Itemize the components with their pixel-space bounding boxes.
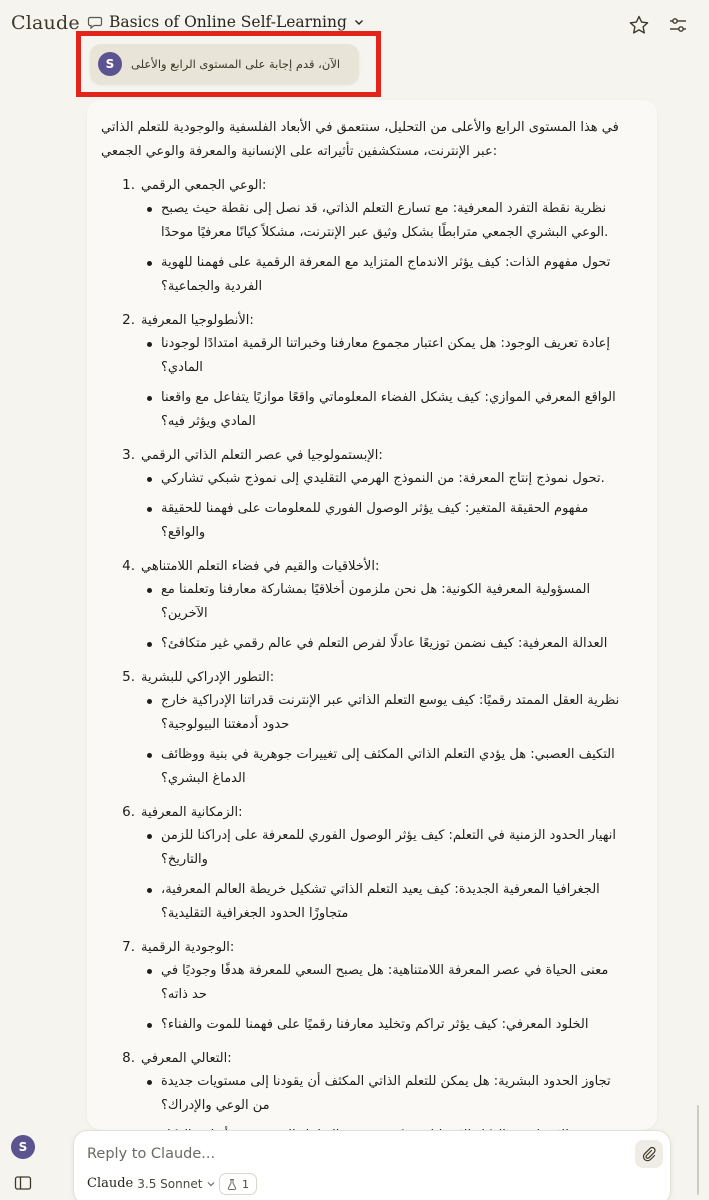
- chat-title-text: Basics of Online Self-Learning: [109, 13, 347, 31]
- settings-sliders-icon: [667, 14, 689, 36]
- star-button[interactable]: [628, 14, 650, 36]
- bullet-text-line: الواقع المعرفي الموازي: كيف يشكل الفضاء المعلوماتي واقعًا موازيًا يتفاعل مع واقعنا: [161, 390, 616, 405]
- bullet-dot: [147, 834, 152, 839]
- bullet-list: [101, 467, 641, 545]
- chevron-down-icon: [353, 16, 365, 28]
- bullet-item: [101, 878, 641, 926]
- bullet-item: [101, 497, 641, 545]
- bullet-dot: [147, 207, 152, 212]
- section-title: :الوعي الجمعي الرقمي: [141, 177, 267, 193]
- section-title: :التعالي المعرفي: [141, 1050, 232, 1066]
- bullet-list: [101, 332, 641, 434]
- user-message: [90, 44, 359, 84]
- section-number: 7.: [122, 939, 135, 955]
- bullet-dot: [147, 753, 152, 758]
- bullet-text-line: من الوعي والإدراك؟: [161, 1098, 270, 1113]
- style-count: 1: [242, 1177, 249, 1191]
- assistant-response: [87, 100, 657, 1130]
- section-heading: [101, 1046, 641, 1070]
- bullet-item: [101, 743, 641, 791]
- bullet-text-line: الجغرافيا المعرفية الجديدة: كيف يعيد التعلم الذاتي تشكيل خريطة العالم المعرفية،: [161, 882, 600, 897]
- section-heading: [101, 935, 641, 959]
- bullet-text-line: العدالة المعرفية: كيف نضمن توزيعًا عادلًا لفرص التعلم في عالم رقمي غير متكافئ؟: [161, 636, 608, 651]
- bullet-text: [161, 743, 641, 791]
- bullet-text-line: المادي ويؤثر فيه؟: [161, 414, 256, 429]
- bullet-dot: [147, 507, 152, 512]
- bullet-text-line: إعادة تعريف الوجود: هل يمكن اعتبار مجموع معارفنا وخبراتنا الرقمية امتدادًا لوجودنا: [161, 336, 611, 351]
- bullet-item: [101, 386, 641, 434]
- bullet-item: [101, 959, 641, 1007]
- bullet-item: [101, 197, 641, 245]
- section-heading: [101, 665, 641, 689]
- section-number: 4.: [122, 558, 135, 574]
- bullet-text-line: انهيار الحدود الزمنية في التعلم: كيف يؤثر الوصول الفوري للمعرفة على إدراكنا للزمن: [161, 828, 616, 843]
- bullet-item: [101, 251, 641, 299]
- intro-line-2: :عبر الإنترنت، مستكشفين تأثيراته على الإنسانية والمعرفة والوعي الجمعي: [101, 144, 498, 159]
- bullet-dot: [147, 477, 152, 482]
- bullet-text: [161, 467, 641, 491]
- response-section: [101, 443, 641, 545]
- response-section: [101, 554, 641, 656]
- bullet-text-line: المادي؟: [161, 360, 203, 375]
- bullet-text-line: التكيف العصبي: هل يؤدي التعلم الذاتي المكثف إلى تغييرات جوهرية في بنية ووظائف: [161, 747, 615, 762]
- section-title: :التطور الإدراكي للبشرية: [141, 669, 275, 685]
- model-name: Claude: [87, 1176, 134, 1191]
- sidebar-toggle-button[interactable]: [14, 1175, 32, 1191]
- section-number: 8.: [122, 1050, 135, 1066]
- response-section: [101, 308, 641, 434]
- section-number: 1.: [122, 177, 135, 193]
- bullet-text: [161, 386, 641, 434]
- scrollbar[interactable]: [697, 1105, 699, 1195]
- section-title: :الأخلاقيات والقيم في فضاء التعلم اللامتناهي: [141, 558, 380, 574]
- section-number: 3.: [122, 447, 135, 463]
- bullet-text-line: الآخرين؟: [161, 606, 208, 621]
- response-sections: [101, 173, 641, 1172]
- bullet-text-line: تجاوز الحدود البشرية: هل يمكن للتعلم الذاتي المكثف أن يقودنا إلى مستويات جديدة: [161, 1074, 611, 1089]
- bullet-list: [101, 824, 641, 926]
- sidebar-toggle-icon: [14, 1175, 32, 1191]
- bullet-text-line: الخلود المعرفي: كيف يؤثر تراكم وتخليد معارفنا رقميًا على فهمنا للموت والفناء؟: [161, 1017, 589, 1032]
- section-heading: [101, 443, 641, 467]
- bullet-dot: [147, 261, 152, 266]
- bullet-text: [161, 1070, 641, 1118]
- response-section: [101, 935, 641, 1037]
- bullet-text-line: .تحول نموذج إنتاج المعرفة: من النموذج الهرمي التقليدي إلى نموذج شبكي تشاركي: [161, 471, 605, 486]
- bullet-text-line: متجاوزًا الحدود الجغرافية التقليدية؟: [161, 906, 349, 921]
- bullet-text: [161, 824, 641, 872]
- bullet-list: [101, 689, 641, 791]
- style-icon: [227, 1178, 237, 1190]
- bullet-item: [101, 578, 641, 626]
- star-icon: [628, 14, 650, 36]
- bullet-item: [101, 632, 641, 656]
- style-selector[interactable]: [219, 1173, 257, 1195]
- bullet-dot: [147, 888, 152, 893]
- model-selector[interactable]: [87, 1176, 216, 1191]
- bullet-text: [161, 497, 641, 545]
- response-intro: [101, 116, 641, 164]
- bullet-text-line: .الوعي البشري الجمعي مترابطًا بشكل وثيق عبر الإنترنت، مشكلاً كيانًا معرفيًا موحدًا: [161, 225, 609, 240]
- section-title: :الوجودية الرقمية: [141, 939, 235, 955]
- user-message-text: الآن، قدم إجابة على المستوى الرابع والأعلى: [131, 57, 341, 71]
- intro-line-1: في هذا المستوى الرابع والأعلى من التحليل، سنتعمق في الأبعاد الفلسفية والوجودية للتعلم الذاتي: [101, 120, 619, 135]
- user-avatar: S: [98, 52, 122, 76]
- bullet-text-line: حدود أدمغتنا البيولوجية؟: [161, 717, 290, 732]
- bullet-item: [101, 1070, 641, 1118]
- bullet-item: [101, 467, 641, 491]
- response-section: [101, 800, 641, 926]
- bullet-list: [101, 959, 641, 1037]
- section-heading: [101, 308, 641, 332]
- bullet-text-line: نظرية العقل الممتد رقميًا: كيف يوسع التعلم الذاتي عبر الإنترنت قدراتنا الإدراكية خارج: [161, 693, 620, 708]
- bullet-text-line: الدماغ البشري؟: [161, 771, 246, 786]
- section-heading: [101, 800, 641, 824]
- bullet-text: [161, 632, 641, 656]
- bullet-item: [101, 689, 641, 737]
- response-section: [101, 665, 641, 791]
- model-version: 3.5 Sonnet: [137, 1176, 203, 1191]
- reply-input[interactable]: [87, 1143, 607, 1165]
- response-section: [101, 173, 641, 299]
- bullet-dot: [147, 699, 152, 704]
- bullet-text-line: والواقع؟: [161, 525, 206, 540]
- bullet-text: [161, 959, 641, 1007]
- chat-bubble-icon: [87, 14, 103, 30]
- bullet-text-line: تحول مفهوم الذات: كيف يؤثر الاندماج المتزايد مع المعرفة الرقمية على فهمنا للهوية: [161, 255, 611, 270]
- bullet-dot: [147, 1080, 152, 1085]
- bullet-dot: [147, 969, 152, 974]
- section-number: 2.: [122, 312, 135, 328]
- bullet-text-line: مفهوم الحقيقة المتغير: كيف يؤثر الوصول الفوري للمعلومات على فهمنا للحقيقة: [161, 501, 589, 516]
- bullet-text-line: نظرية نقطة التفرد المعرفية: مع تسارع التعلم الذاتي، قد نصل إلى نقطة حيث يصبح: [161, 201, 607, 216]
- bullet-text-line: معنى الحياة في عصر المعرفة اللامتناهية: هل يصبح السعي للمعرفة هدفًا وجوديًا في: [161, 963, 609, 978]
- chevron-down-icon: [206, 1179, 216, 1189]
- attach-button[interactable]: [635, 1140, 663, 1168]
- claude-logo[interactable]: Claude: [11, 12, 80, 34]
- bullet-item: [101, 824, 641, 872]
- section-title: :الأنطولوجيا المعرفية: [141, 312, 254, 328]
- bullet-text: [161, 689, 641, 737]
- section-title: :الزمكانية المعرفية: [141, 804, 243, 820]
- bullet-text: [161, 197, 641, 245]
- bullet-text: [161, 578, 641, 626]
- section-heading: [101, 173, 641, 197]
- bullet-list: [101, 578, 641, 656]
- bullet-dot: [147, 396, 152, 401]
- bullet-dot: [147, 642, 152, 647]
- account-avatar[interactable]: S: [11, 1135, 35, 1159]
- reply-composer: [73, 1130, 671, 1200]
- bullet-text-line: والتاريخ؟: [161, 852, 208, 867]
- section-number: 6.: [122, 804, 135, 820]
- bullet-item: [101, 332, 641, 380]
- bullet-list: [101, 197, 641, 299]
- bullet-text-line: الفردية والجماعية؟: [161, 279, 263, 294]
- bullet-text: [161, 878, 641, 926]
- bullet-dot: [147, 1023, 152, 1028]
- response-content: [101, 116, 641, 1172]
- section-number: 5.: [122, 669, 135, 685]
- bullet-item: [101, 1013, 641, 1037]
- bullet-dot: [147, 588, 152, 593]
- bullet-text-line: المسؤولية المعرفية الكونية: هل نحن ملزمون أخلاقيًا بمشاركة معارفنا وتعلمنا مع: [161, 582, 591, 597]
- chat-settings-button[interactable]: [667, 14, 689, 36]
- bullet-text: [161, 251, 641, 299]
- section-heading: [101, 554, 641, 578]
- bullet-text: [161, 1013, 641, 1037]
- bullet-text-line: حد ذاته؟: [161, 987, 207, 1002]
- bullet-dot: [147, 342, 152, 347]
- paperclip-icon: [641, 1146, 657, 1162]
- chat-title-menu[interactable]: [87, 13, 365, 31]
- bullet-text: [161, 332, 641, 380]
- section-title: :الإبستمولوجيا في عصر التعلم الذاتي الرقمي: [141, 447, 383, 463]
